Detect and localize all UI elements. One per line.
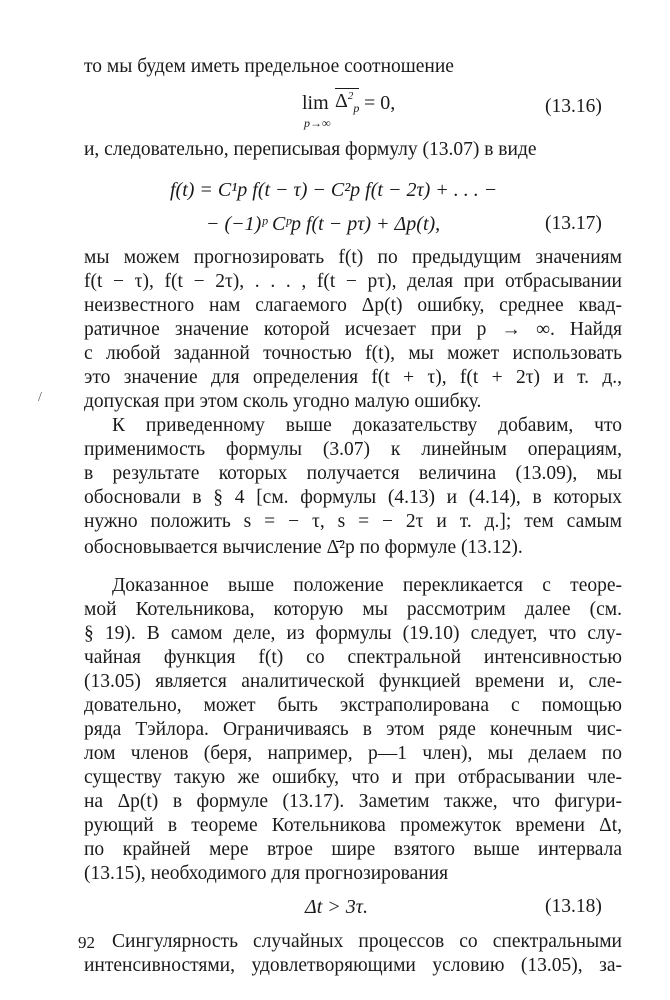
equation-rhs: = 0, xyxy=(364,92,396,114)
text-line: с любой заданной точностью f(t), мы может использовать xyxy=(84,343,622,364)
text-line: допуская при этом сколь угодно малую ошибку. xyxy=(84,391,482,412)
text-line: обосновывается вычисление Δ̄²p по формуле (13.12). xyxy=(84,537,523,558)
text-line: нужно положить s = − τ, s = − 2τ и т. д.]; тем самым xyxy=(84,511,622,532)
equation-13-17-line2: − (−1)ᵖ Cᵖp f(t − pτ) + Δp(t), xyxy=(206,213,441,235)
text-line: лом членов (беря, например, p—1 член), мы делаем по xyxy=(84,743,622,764)
equation-13-16 xyxy=(302,88,412,132)
equation-number: (13.18) xyxy=(545,896,602,917)
delta-squared-mean xyxy=(335,88,359,115)
margin-mark: / xyxy=(38,390,42,405)
text-line: обосновали в § 4 [см. формулы (4.13) и (4.14), в которых xyxy=(84,487,622,508)
text-line: в результате которых получается величина (13.09), мы xyxy=(84,463,622,484)
text-line: § 19). В самом деле, из формулы (19.10) следует, что слу- xyxy=(84,623,622,644)
text-line: то мы будем иметь предельное соотношение xyxy=(84,56,454,77)
text-line: довательно, может быть экстраполирована с помощью xyxy=(84,695,622,716)
equation-13-18: Δt > 3τ. xyxy=(305,896,368,918)
equation-number: (13.16) xyxy=(545,96,602,117)
equation-13-17-line1: f(t) = C¹p f(t − τ) − C²p f(t − 2τ) + . . . − xyxy=(170,179,498,201)
text-line: существу такую же ошибку, что и при отбрасывании чле- xyxy=(84,767,622,788)
delta-symbol: Δ xyxy=(335,90,348,112)
text-line: мы можем прогнозировать f(t) по предыдущим значениям xyxy=(84,247,622,268)
text-line: ряда Тэйлора. Ограничиваясь в этом ряде конечным чис- xyxy=(84,719,622,740)
text-line: Сингулярность случайных процессов со спектральными xyxy=(112,931,622,952)
text-line: чайная функция f(t) со спектральной интенсивностью xyxy=(84,647,622,668)
text-line: и, следовательно, переписывая формулу (13.07) в виде xyxy=(84,139,537,160)
text-line: по крайней мере втрое шире взятого выше интервала xyxy=(84,839,622,860)
text-line: на Δp(t) в формуле (13.17). Заметим также, что фигури- xyxy=(84,791,622,812)
subscript: p xyxy=(353,101,360,115)
text-line: (13.15), необходимого для прогнозирования xyxy=(84,863,449,884)
text-line: ратичное значение которой исчезает при p → ∞. Найдя xyxy=(84,319,622,340)
text-line: мой Котельникова, которую мы рассмотрим далее (см. xyxy=(84,599,622,620)
text-line: f(t − τ), f(t − 2τ), . . . , f(t − pτ), делая при отбрасывании xyxy=(84,271,622,292)
text-line: это значение для определения f(t + τ), f(t + 2τ) и т. д., xyxy=(84,367,622,388)
text-line: интенсивностями, удовлетворяющими условию (13.05), за- xyxy=(84,955,622,976)
text-line: К приведенному выше доказательству добавим, что xyxy=(112,415,622,436)
lim-subscript: p→∞ xyxy=(304,116,331,130)
text-line: рующий в теореме Котельникова промежуток времени Δt, xyxy=(84,815,622,836)
superscript: 2 xyxy=(347,90,354,102)
equation-number: (13.17) xyxy=(545,213,602,234)
page-number: 92 xyxy=(78,933,95,952)
text-line: (13.05) является аналитической функцией времени и, сле- xyxy=(84,671,622,692)
text-line: Доказанное выше положение перекликается с теоре- xyxy=(112,575,622,596)
text-line: неизвестного нам слагаемого Δp(t) ошибку, среднее квад- xyxy=(84,295,622,316)
lim-operator: lim xyxy=(302,92,329,114)
text-line: применимость формулы (3.07) к линейным операциям, xyxy=(84,439,622,460)
